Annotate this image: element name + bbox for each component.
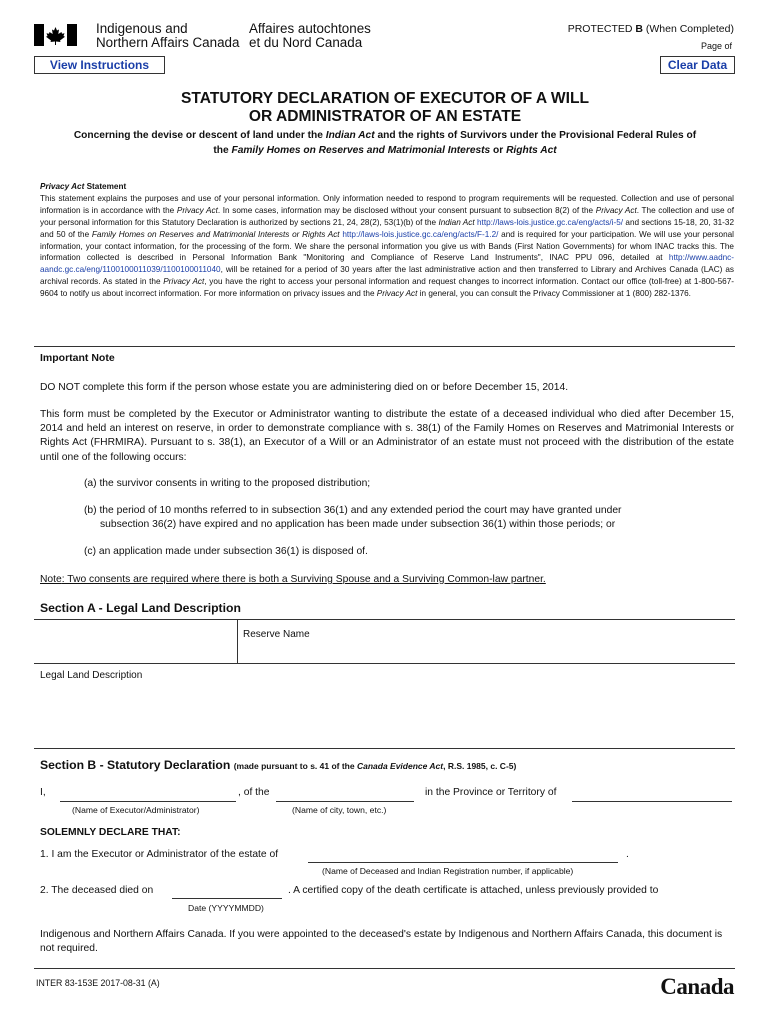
protected-prefix: PROTECTED [567, 23, 636, 35]
deceased-name-underline [308, 862, 618, 863]
divider [34, 346, 735, 347]
date-of-death-input[interactable] [172, 883, 282, 898]
period-mark: . [626, 849, 629, 860]
fhrmira-link[interactable]: http://laws-lois.justice.gc.ca/eng/acts/F-1.2/ [342, 229, 499, 239]
condition-item-c: (c) an application made under subsection 36(1) is disposed of. [84, 546, 368, 557]
section-a-title: Section A - Legal Land Description [40, 601, 241, 615]
condition-item-b-line2: subsection 36(2) have expired and no application has been made under subsection 36(1) within those periods; or [100, 519, 616, 530]
canada-flag-icon [34, 24, 77, 46]
date-caption: Date (YYYYMMDD) [188, 903, 264, 913]
privacy-heading [40, 181, 734, 193]
legal-land-description-label: Legal Land Description [40, 670, 143, 681]
subtitle-text-2: and the rights of Survivors under the Provisional Federal Rules of [374, 130, 697, 141]
section-b-sub-1: (made pursuant to s. 41 of the [233, 761, 357, 771]
condition-item-b-line1: (b) the period of 10 months referred to in subsection 36(1) and any extended period the court may have granted under [84, 505, 622, 516]
privacy-text-6: , will be retained for a period of 30 years after the last administrative action and then transferred to Library and Archives Canada (LAC) as archival records. As stated in the [40, 265, 734, 287]
privacy-text-3: . The collection and use of your personal information for this Statutory Declaration is authorized by sections 21, 24, 28(2), 53(1)(b) of the [40, 205, 734, 227]
executor-name-underline [60, 801, 236, 802]
privacy-text-4: and sections 15-18, 20, 31-32 and 50 of the [40, 217, 735, 239]
certificate-statement: . A certified copy of the death certificate is attached, unless previously provided to [288, 885, 659, 896]
legal-land-description-input[interactable] [40, 684, 730, 744]
province-input[interactable] [572, 786, 732, 801]
section-b-evidence-act: Canada Evidence Act [356, 761, 444, 771]
date-of-death-underline [172, 898, 282, 899]
privacy-italic-2: Privacy Act [595, 205, 637, 215]
dept-fr-line2: et du Nord Canada [249, 35, 363, 50]
privacy-heading-rest: Statement [84, 182, 127, 191]
department-name-french [249, 22, 371, 50]
privacy-heading-act: Privacy Act [40, 182, 85, 191]
privacy-italic-3: Indian Act [438, 217, 475, 227]
inac-statement: Indigenous and Northern Affairs Canada. If you were appointed to the deceased's estate by Indigenous and Northern Affairs Canada, this document is not required. [40, 929, 723, 955]
title-line1: STATUTORY DECLARATION OF EXECUTOR OF A WILL [180, 90, 590, 107]
subtitle-text-4: or [490, 145, 507, 156]
reserve-name-label: Reserve Name [243, 629, 310, 640]
privacy-text-8: in general, you can consult the Privacy Commissioner at 1 (800) 282-1376. [417, 289, 691, 299]
condition-item-a: (a) the survivor consents in writing to the proposed distribution; [84, 478, 371, 489]
note-text: : Two consents are required where there is both a Surviving Spouse and a Surviving Common-law partner. [61, 574, 546, 585]
dept-fr-line1: Affaires autochtones [249, 21, 371, 36]
subtitle-text-1: Concerning the devise or descent of land under the [73, 130, 326, 141]
footer-divider [34, 968, 735, 969]
province-label: in the Province or Territory of [425, 787, 557, 798]
declaration-1-label: 1. I am the Executor or Administrator of the estate of [40, 849, 279, 860]
department-name-english [96, 22, 239, 50]
condition-item-b [84, 504, 684, 532]
privacy-statement [40, 181, 734, 300]
protected-level: B [635, 23, 643, 35]
privacy-text-5: and is required for your participation. We will use your personal information, your contact information, for the processing of the form. We share the personal information you give us with Bands (First Nation Governments) for whom INAC tracks this. The information collected is described in Personal Information Bank "Monitoring and Compliance of Reserve Land Instruments", INAC PPU 096, detailed at [40, 229, 735, 263]
reserve-name-input[interactable] [240, 642, 730, 660]
form-identifier: INTER 83-153E 2017-08-31 (A) [36, 978, 160, 988]
section-b-title [40, 758, 516, 772]
privacy-italic-6: Privacy Act [163, 277, 205, 287]
city-input[interactable] [276, 786, 414, 801]
section-a-vertical-divider [237, 619, 238, 663]
declaration-2-label: 2. The deceased died on [40, 885, 154, 896]
section-b-title-text: Section B - Statutory Declaration [40, 758, 234, 772]
protected-suffix: (When Completed) [642, 23, 734, 35]
dept-en-line2: Northern Affairs Canada [96, 35, 240, 50]
privacy-text-7: , you have the right to access your personal information and request changes to incorrect information. Contact our office (toll-free) at 1-800-567-9604 to notify us about incorrect information. For more information on privacy issues and the [40, 277, 734, 299]
executor-name-input[interactable] [60, 786, 236, 801]
of-the-label: , of the [238, 787, 270, 798]
consent-note [40, 574, 546, 585]
dept-en-line1: Indigenous and [96, 21, 188, 36]
privacy-text-2: . In some cases, information may be disclosed without your consent pursuant to subsection 8(2) of the [217, 205, 596, 215]
clear-data-button[interactable]: Clear Data [660, 56, 735, 74]
section-a-horizontal-divider [34, 663, 735, 664]
privacy-text-1: This statement explains the purposes and use of your personal information. Only information needed to respond to program requirements will be requested. Collection and use of personal information is in accordance with the [40, 193, 734, 215]
aandc-link[interactable]: http://www.aadnc-aandc.gc.ca/eng/1100100011039/1100100011040 [40, 253, 734, 275]
privacy-italic-4: Family Homes on Reserves and Matrimonial Interests or Rights Act [91, 229, 340, 239]
section-b-sub-2: , R.S. 1985, c. C-5) [443, 761, 517, 771]
indian-act-link[interactable]: http://laws-lois.justice.gc.ca/eng/acts/i-5/ [476, 217, 624, 227]
note-label: Note [40, 574, 62, 585]
important-note-heading: Important Note [40, 352, 115, 364]
important-paragraph-1: DO NOT complete this form if the person whose estate you are administering died on or before December 15, 2014. [40, 382, 569, 393]
privacy-italic-1: Privacy Act [176, 205, 218, 215]
province-underline [572, 801, 732, 802]
i-label: I, [40, 787, 46, 798]
solemnly-declare-heading: SOLEMNLY DECLARE THAT: [40, 827, 181, 838]
deceased-name-caption: (Name of Deceased and Indian Registration number, if applicable) [322, 866, 574, 876]
page-number: Page of [700, 41, 732, 51]
city-underline [276, 801, 414, 802]
privacy-italic-7: Privacy Act [376, 289, 418, 299]
page-subtitle [40, 128, 730, 158]
subtitle-rights-act: Rights Act [506, 145, 557, 156]
deceased-name-input[interactable] [308, 847, 618, 862]
canada-wordmark: Canada [660, 974, 734, 999]
important-paragraph-2: This form must be completed by the Executor or Administrator wanting to distribute the estate of a deceased individual who died after December 15, 2014 and held an interest on reserve, in order to demonstrate compliance with s. 38(1) of the Family Homes on Reserves and Matrimonial Interests or Rights Act (FHRMIRA). Pursuant to s. 38(1), an Executor of a Will or an Administrator of an estate must not proceed with the distribution of the estate until one of the following occurs: [40, 409, 734, 463]
subtitle-indian-act: Indian Act [325, 130, 375, 141]
subtitle-text-3: the [213, 145, 232, 156]
protected-label [568, 23, 734, 35]
view-instructions-button[interactable]: View Instructions [34, 56, 165, 74]
city-caption: (Name of city, town, etc.) [292, 805, 387, 815]
page-title [0, 90, 770, 126]
subtitle-family-homes: Family Homes on Reserves and Matrimonial Interests [231, 145, 491, 156]
executor-name-caption: (Name of Executor/Administrator) [72, 805, 200, 815]
title-line2: OR ADMINISTRATOR OF AN ESTATE [248, 108, 522, 125]
